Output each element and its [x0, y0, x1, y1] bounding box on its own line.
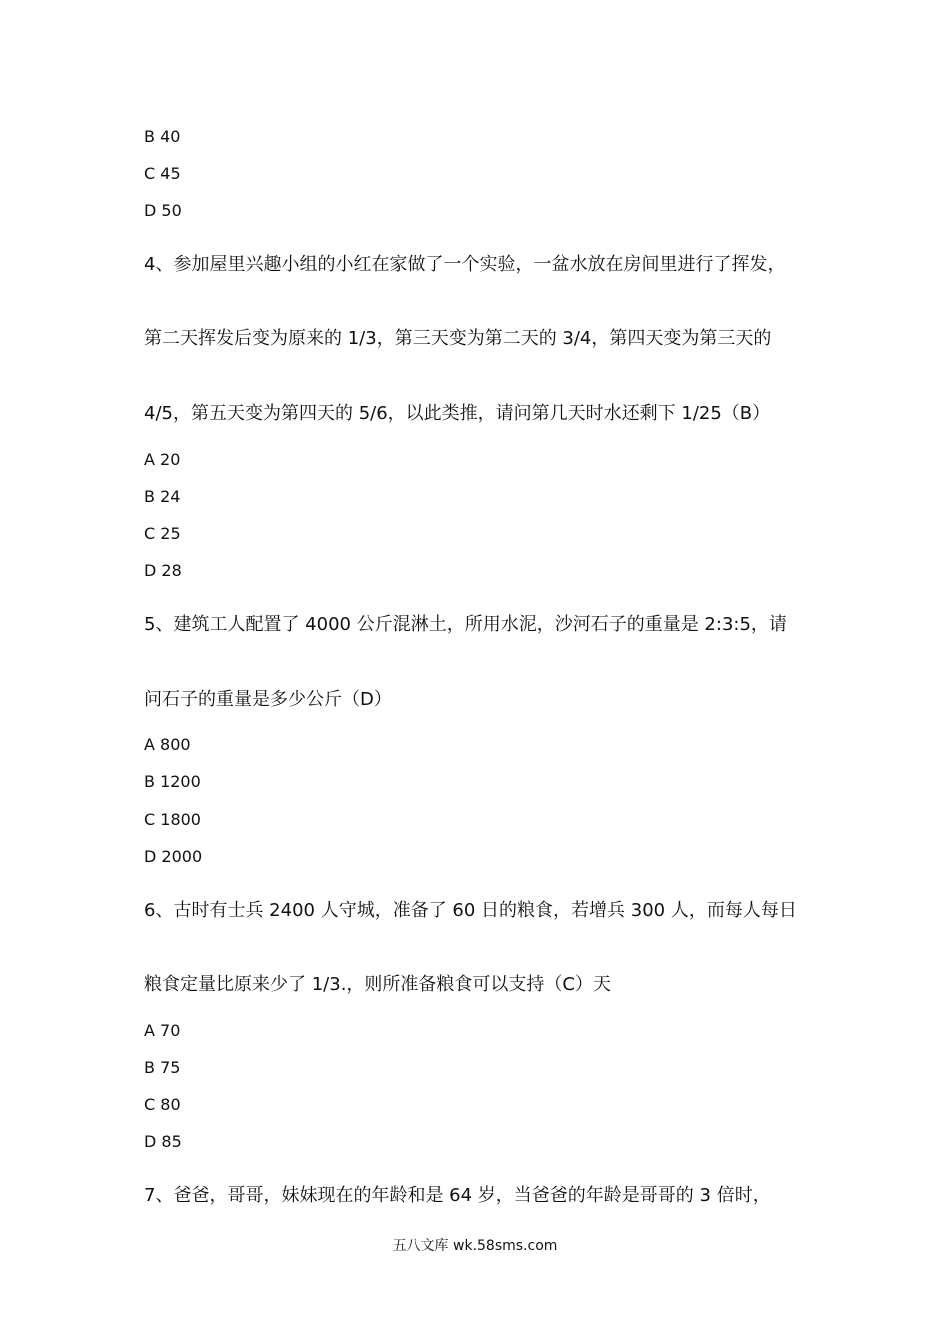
question-6-line-1: 6、古时有士兵 2400 人守城，准备了 60 日的粮食，若增兵 300 人，而每人每日: [144, 900, 797, 921]
question-4-line-1: 4、参加屋里兴趣小组的小红在家做了一个实验，一盆水放在房间里进行了挥发，: [144, 254, 786, 275]
option-line: B 24: [144, 487, 181, 506]
option-line: A 70: [144, 1021, 181, 1040]
option-line: B 40: [144, 127, 181, 146]
option-line: C 1800: [144, 810, 201, 829]
question-5-line-2: 问石子的重量是多少公斤（D）: [144, 689, 392, 710]
question-6-line-2: 粮食定量比原来少了 1/3.，则所准备粮食可以支持（C）天: [144, 974, 611, 995]
option-line: C 45: [144, 164, 181, 183]
question-5-line-1: 5、建筑工人配置了 4000 公斤混淋土，所用水泥，沙河石子的重量是 2:3:5，请: [144, 614, 787, 635]
option-line: D 85: [144, 1132, 182, 1151]
option-line: A 800: [144, 735, 191, 754]
option-line: D 2000: [144, 847, 203, 866]
option-line: D 50: [144, 201, 182, 220]
option-line: A 20: [144, 450, 181, 469]
option-line: B 75: [144, 1058, 181, 1077]
option-line: C 80: [144, 1095, 181, 1114]
option-line: B 1200: [144, 772, 201, 791]
question-7-line-1: 7、爸爸，哥哥，妹妹现在的年龄和是 64 岁，当爸爸的年龄是哥哥的 3 倍时，: [144, 1185, 771, 1206]
page-footer: 五八文库 wk.58sms.com: [392, 1238, 558, 1254]
option-line: C 25: [144, 524, 181, 543]
option-line: D 28: [144, 561, 182, 580]
question-4-line-2: 第二天挥发后变为原来的 1/3，第三天变为第二天的 3/4，第四天变为第三天的: [144, 328, 772, 349]
question-4-line-3: 4/5，第五天变为第四天的 5/6，以此类推，请问第几天时水还剩下 1/25（B）: [144, 403, 771, 424]
